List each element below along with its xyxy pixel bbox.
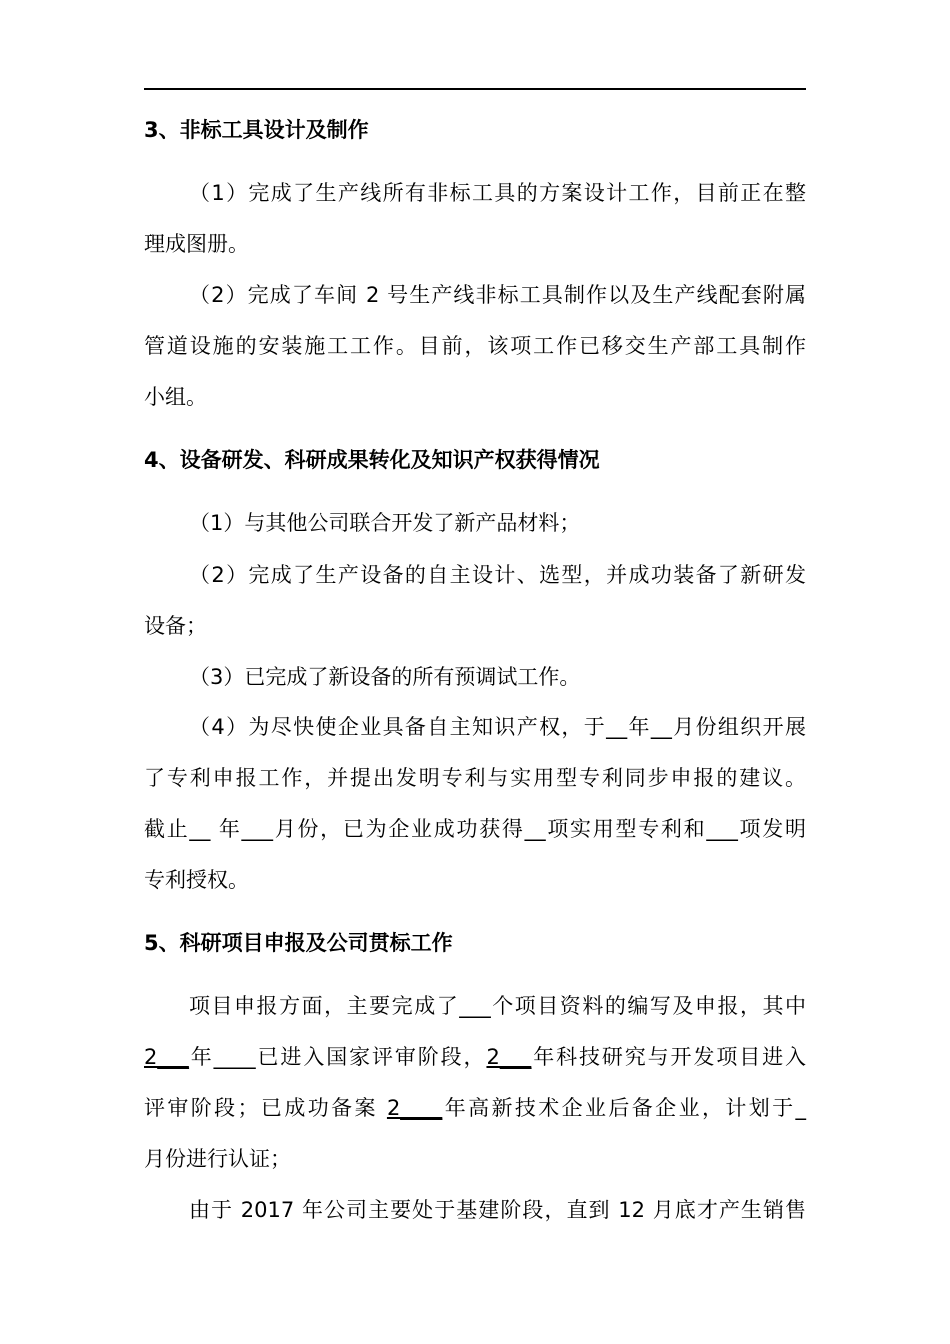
section-4-heading: 4、设备研发、科研成果转化及知识产权获得情况 <box>144 448 600 472</box>
section-5-para-1-line-1: 项目申报方面，主要完成了___个项目资料的编写及申报，其中 <box>189 994 806 1018</box>
text-segment: 年____已进入国家评审阶段， <box>188 1045 487 1069</box>
section-5-para-1-line-4: 月份进行认证； <box>144 1147 291 1171</box>
section-4-item-2-line-2: 设备； <box>144 614 207 638</box>
section-3-item-1-line-1: （1）完成了生产线所有非标工具的方案设计工作，目前正在整 <box>189 181 806 205</box>
section-3-item-2-line-1: （2）完成了车间 2 号生产线非标工具制作以及生产线配套附属 <box>189 283 806 307</box>
section-3-heading: 3、非标工具设计及制作 <box>144 118 369 142</box>
text-segment: 年科技研究与开发项目进入 <box>531 1045 807 1069</box>
section-3-item-2-line-3: 小组。 <box>144 385 207 409</box>
text-segment: 年高新技术企业后备企业，计划于_ <box>442 1096 806 1120</box>
section-4-item-2-line-1: （2）完成了生产设备的自主设计、选型，并成功装备了新研发 <box>189 563 806 587</box>
year-blank-1: 2___ <box>144 1045 189 1069</box>
text-segment: 评审阶段；已成功备案 <box>144 1096 387 1120</box>
year-blank-3: 2____ <box>386 1096 443 1120</box>
section-5-para-2-line-1: 由于 2017 年公司主要处于基建阶段，直到 12 月底才产生销售 <box>189 1198 806 1222</box>
section-4-item-4-line-3: 截止__ 年___月份，已为企业成功获得__项实用型专利和___项发明 <box>144 817 806 841</box>
section-4-item-4-line-1: （4）为尽快使企业具备自主知识产权，于__年__月份组织开展 <box>189 715 806 739</box>
year-blank-2: 2___ <box>486 1045 532 1069</box>
section-4-item-1: （1）与其他公司联合开发了新产品材料； <box>189 511 581 535</box>
section-4-item-4-line-4: 专利授权。 <box>144 868 249 892</box>
section-5-heading: 5、科研项目申报及公司贯标工作 <box>144 931 453 955</box>
section-5-para-1-line-3 <box>144 1095 806 1121</box>
section-5-para-1-line-2 <box>144 1044 806 1070</box>
section-4-item-3: （3）已完成了新设备的所有预调试工作。 <box>189 665 581 689</box>
header-rule <box>144 88 806 90</box>
section-3-item-2-line-2: 管道设施的安装施工工作。目前，该项工作已移交生产部工具制作 <box>144 334 806 358</box>
section-4-item-4-line-2: 了专利申报工作，并提出发明专利与实用型专利同步申报的建议。 <box>144 766 806 790</box>
section-3-item-1-line-2: 理成图册。 <box>144 232 249 256</box>
